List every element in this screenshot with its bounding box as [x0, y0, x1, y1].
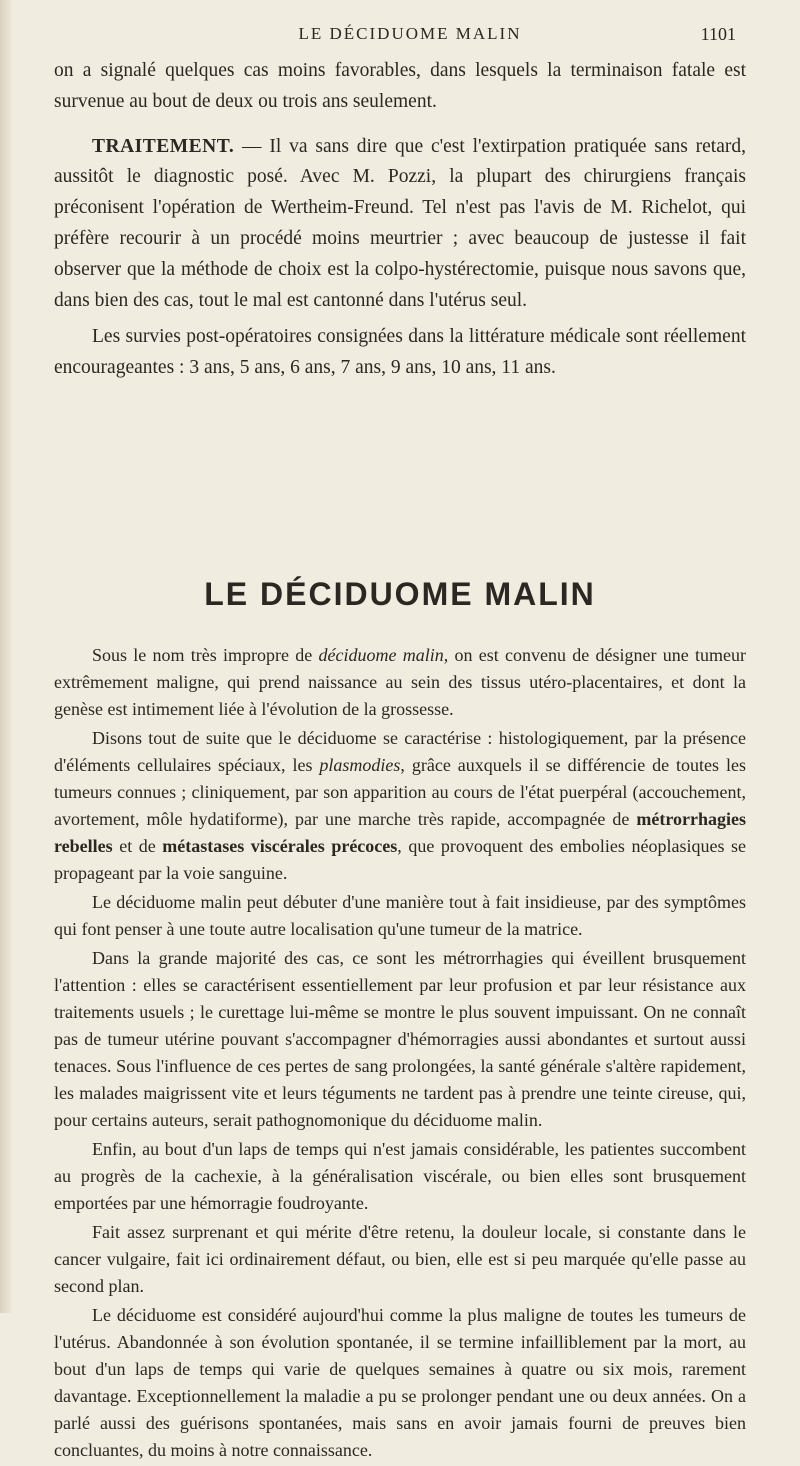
text-span: Sous le nom très impropre de: [92, 645, 319, 665]
paragraph-traitement: [54, 132, 746, 317]
page-header: [60, 24, 760, 54]
italic-term: déciduome malin: [318, 645, 444, 665]
chapter-title: LE DÉCIDUOME MALIN: [204, 576, 596, 612]
paragraph-douleur: Fait assez surprenant et qui mérite d'être retenu, la douleur locale, si constante dans le cancer vulgaire, fait ici ordinairement défaut, ou bien, elle est si peu marquée qu'elle passe au second plan.: [54, 1222, 746, 1296]
paragraph-debut: Le déciduome malin peut débuter d'une manière tout à fait insidieuse, par des symptômes qui font penser à une toute autre localisation qu'une tumeur de la matrice.: [54, 892, 746, 939]
paragraph-definition: [54, 642, 746, 723]
text-span: , on est convenu de désigner une tumeur extrêmement maligne, qui prend naissance au sein des tissus utéro-placentaires, et dont la genèse est intimement liée à l'évolution de la grossesse.: [54, 645, 747, 719]
bold-term: métrorrhagies rebelles: [54, 809, 746, 856]
traitement-label: TRAITEMENT.: [92, 135, 235, 157]
paragraph-fatal-cases: on a signalé quelques cas moins favorables, dans lesquels la terminaison fatale est survenue au bout de deux ou trois ans seulement.: [54, 60, 746, 112]
italic-term: plasmodies: [319, 755, 401, 775]
text-span: , grâce auxquels il se différencie de toutes les tumeurs connues ; cliniquement, par son apparition au cours de l'état puerpéral (accouchement, avortement, môle hydatiforme), par une marche très rapide, accompagnée de: [54, 755, 746, 829]
running-title: LE DÉCIDUOME MALIN: [298, 24, 522, 43]
page-binding-edge: [0, 0, 12, 1313]
paragraph-caracteristiques: [54, 725, 746, 887]
chapter-body: [54, 642, 746, 1466]
paragraph-survies: Les survies post-opératoires consignées dans la littérature médicale sont réellement encourageantes : 3 ans, 5 ans, 6 ans, 7 ans, 9 ans, 10 ans, 11 ans.: [54, 326, 746, 379]
traitement-text: — Il va sans dire que c'est l'extirpation pratiquée sans retard, aussitôt le diagnostic posé. Avec M. Pozzi, la plupart des chirurgiens français préconisent l'opération de Wertheim-Freund. Tel n'est pas l'avis de M. Richelot, qui préfère recourir à un procédé moins meurtrier ; avec beaucoup de justesse il fait observer que la méthode de choix est la colpo-hystérectomie, puisque nous savons que, dans bien des cas, tout le mal est cantonné dans l'utérus seul.: [54, 135, 746, 311]
top-section: [54, 56, 746, 390]
paragraph-metrorrhagies: Dans la grande majorité des cas, ce sont les métrorrhagies qui éveillent brusquement l'attention : elles se caractérisent essentiellement par leur profusion et par leur résistance aux traitements usuels ; le curettage lui-même se montre le plus souvent impuissant. On ne connaît pas de tumeur utérine pouvant s'accompagner d'hémorragies aussi abondantes et surtout aussi tenaces. Sous l'influence de ces pertes de sang prolongées, la santé générale s'altère rapidement, les malades maigrissent vite et leurs téguments ne tardent pas à prendre une teinte cireuse, qui, pour certains auteurs, serait pathognomonique du déciduome malin.: [54, 948, 746, 1130]
text-span: et de: [112, 836, 163, 856]
bold-term: métastases viscérales précoces: [162, 836, 398, 856]
text-span: , que provoquent des embolies néoplasiques se propageant par la voie sanguine.: [54, 836, 746, 883]
paragraph-cachexie: Enfin, au bout d'un laps de temps qui n'est jamais considérable, les patientes succombent au progrès de la cachexie, à la généralisation viscérale, ou bien elles sont brusquement emportées par une hémorragie foudroyante.: [54, 1139, 746, 1213]
text-span: Disons tout de suite que le déciduome se caractérise : histologiquement, par la présence d'éléments cellulaires spéciaux, les: [54, 728, 746, 775]
page-number: 1101: [700, 24, 736, 44]
paragraph-malignite: Le déciduome est considéré aujourd'hui comme la plus maligne de toutes les tumeurs de l'utérus. Abandonnée à son évolution spontanée, il se termine infailliblement par la mort, au bout d'un laps de temps qui varie de quelques semaines à quatre ou six mois, rarement davantage. Exceptionnellement la maladie a pu se prolonger pendant une ou deux années. On a parlé aussi des guérisons spontanées, mais sans en avoir jamais fourni de preuves bien concluantes, du moins à notre connaissance.: [54, 1305, 746, 1460]
